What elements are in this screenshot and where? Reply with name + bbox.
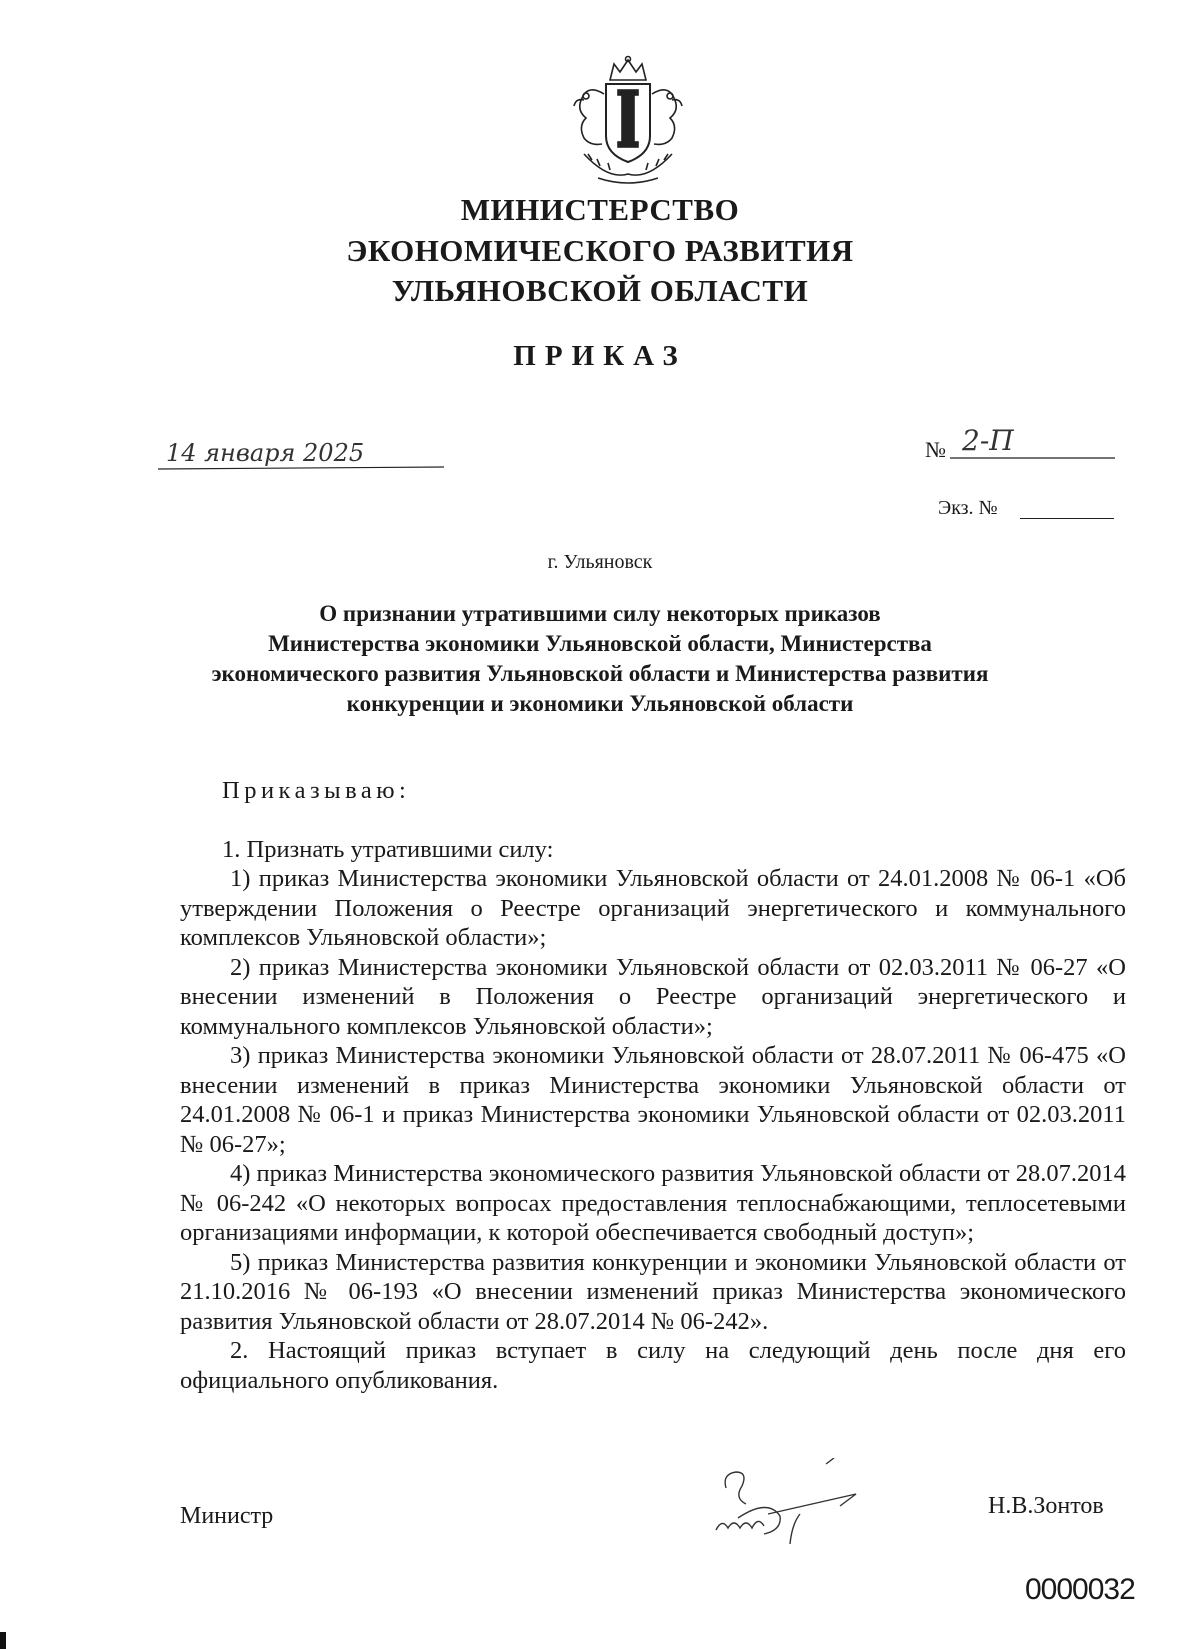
copy-label: Экз. № bbox=[938, 497, 998, 519]
handwritten-date bbox=[158, 437, 444, 477]
order-intro: Приказываю: bbox=[222, 777, 411, 804]
order-subitem-4: 4) приказ Министерства экономического развития Ульяновской области от 28.07.2014 № 06-242 «О некоторых вопросах предоставления теплоснабжающими, теплосетевыми организациями информации, к которой обеспечивается свободный доступ»; bbox=[180, 1160, 1126, 1246]
signer-name: Н.В.Зонтов bbox=[988, 1493, 1104, 1519]
order-body bbox=[180, 776, 1126, 1395]
handwritten-number bbox=[950, 424, 1115, 462]
handwritten-number-text: 2-П bbox=[962, 424, 1014, 457]
order-subitem-3: 3) приказ Министерства экономики Ульяновской области от 28.07.2011 № 06-475 «О внесении изменений в приказ Министерства экономики Ульяновской области от 24.01.2008 № 06-1 и приказ Министерства экономики Ульяновской области от 02.03.2011 № 06-27»; bbox=[180, 1042, 1126, 1158]
city: г. Ульяновск bbox=[547, 551, 653, 573]
signature-icon bbox=[708, 1458, 858, 1550]
order-subitem-5: 5) приказ Министерства развития конкуренции и экономики Ульяновской области от 21.10.2016 № 06-193 «О внесении изменений приказ Министерства экономического развития Ульяновской области от 28.07.2014 № 06-242». bbox=[180, 1248, 1126, 1335]
order-subitem-1: 1) приказ Министерства экономики Ульяновской области от 24.01.2008 № 06-1 «Об утверждении Положения о Реестре организаций энергетического и коммунального комплексов Ульяновской области»; bbox=[180, 865, 1126, 951]
document-type: ПРИКАЗ bbox=[513, 340, 687, 372]
registry-number: 0000032 bbox=[1025, 1573, 1135, 1606]
scan-edge-mark bbox=[0, 1632, 6, 1649]
copy-number-line bbox=[1020, 518, 1114, 519]
ministry-name-line-2: ЭКОНОМИЧЕСКОГО РАЗВИТИЯ bbox=[346, 233, 854, 268]
coat-of-arms-icon bbox=[548, 54, 708, 192]
handwritten-date-text: 14 января 2025 bbox=[166, 439, 365, 467]
ministry-name-line-3: УЛЬЯНОВСКОЙ ОБЛАСТИ bbox=[391, 273, 809, 308]
order-item-1: 1. Признать утратившими силу: bbox=[222, 835, 554, 863]
signer-position: Министр bbox=[180, 1503, 274, 1529]
order-item-2: 2. Настоящий приказ вступает в силу на следующий день после дня его официального опубликования. bbox=[180, 1337, 1126, 1394]
order-subitem-2: 2) приказ Министерства экономики Ульяновской области от 02.03.2011 № 06-27 «О внесении изменений в Положения о Реестре организаций энергетического и коммунального комплексов Ульяновской области»; bbox=[180, 953, 1126, 1040]
title-line-4: конкуренции и экономики Ульяновской области bbox=[346, 691, 854, 716]
title-line-3: экономического развития Ульяновской области и Министерства развития bbox=[211, 661, 989, 686]
number-label: № bbox=[925, 437, 946, 462]
title-line-1: О признании утратившими силу некоторых приказов bbox=[319, 601, 881, 626]
ministry-name-line-1: МИНИСТЕРСТВО bbox=[460, 192, 740, 227]
title-line-2: Министерства экономики Ульяновской области, Министерства bbox=[268, 631, 932, 656]
